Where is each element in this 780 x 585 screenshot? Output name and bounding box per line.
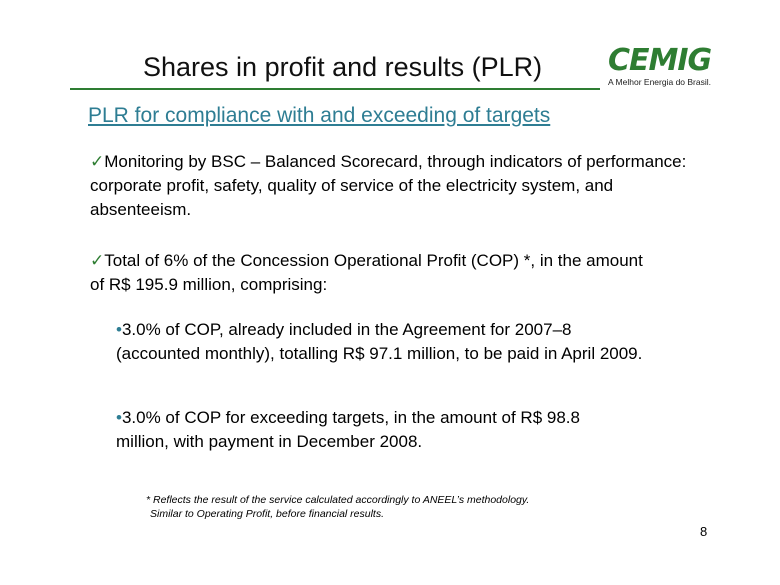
footnote-line: * Reflects the result of the service calculated accordingly to ANEEL’s methodology. xyxy=(146,494,530,506)
paragraph-text: Monitoring by BSC – Balanced Scorecard, through indicators of performance: corporate profit, safety, quality of service of the electricity system, and absenteeism. xyxy=(90,152,687,219)
checklist-item-monitoring xyxy=(90,150,710,222)
bullet-item-exceeding xyxy=(116,406,636,454)
checkmark-icon: ✓ xyxy=(90,152,105,171)
footnote-line: Similar to Operating Profit, before financial results. xyxy=(150,508,385,520)
paragraph-text: 3.0% of COP for exceeding targets, in the amount of R$ 98.8 million, with payment in December 2008. xyxy=(116,408,580,451)
section-subtitle: PLR for compliance with and exceeding of targets xyxy=(88,104,551,127)
logo-wordmark: CEMIG xyxy=(608,43,712,78)
title-underline xyxy=(70,88,600,90)
page-number: 8 xyxy=(700,524,708,539)
bullet-item-agreement xyxy=(116,318,656,366)
checklist-item-total xyxy=(90,249,650,297)
logo-tagline: A Melhor Energia do Brasil. xyxy=(608,77,711,87)
slide-title: Shares in profit and results (PLR) xyxy=(143,52,543,82)
bullet-icon: • xyxy=(116,320,122,339)
checkmark-icon: ✓ xyxy=(90,251,105,270)
paragraph-text: Total of 6% of the Concession Operational Profit (COP) *, in the amount of R$ 195.9 million, comprising: xyxy=(90,251,643,294)
bullet-icon: • xyxy=(116,408,122,427)
paragraph-text: 3.0% of COP, already included in the Agreement for 2007–8 (accounted monthly), totalling R$ 97.1 million, to be paid in April 2009. xyxy=(116,320,643,363)
footnote xyxy=(146,493,586,521)
cemig-logo xyxy=(606,43,722,103)
